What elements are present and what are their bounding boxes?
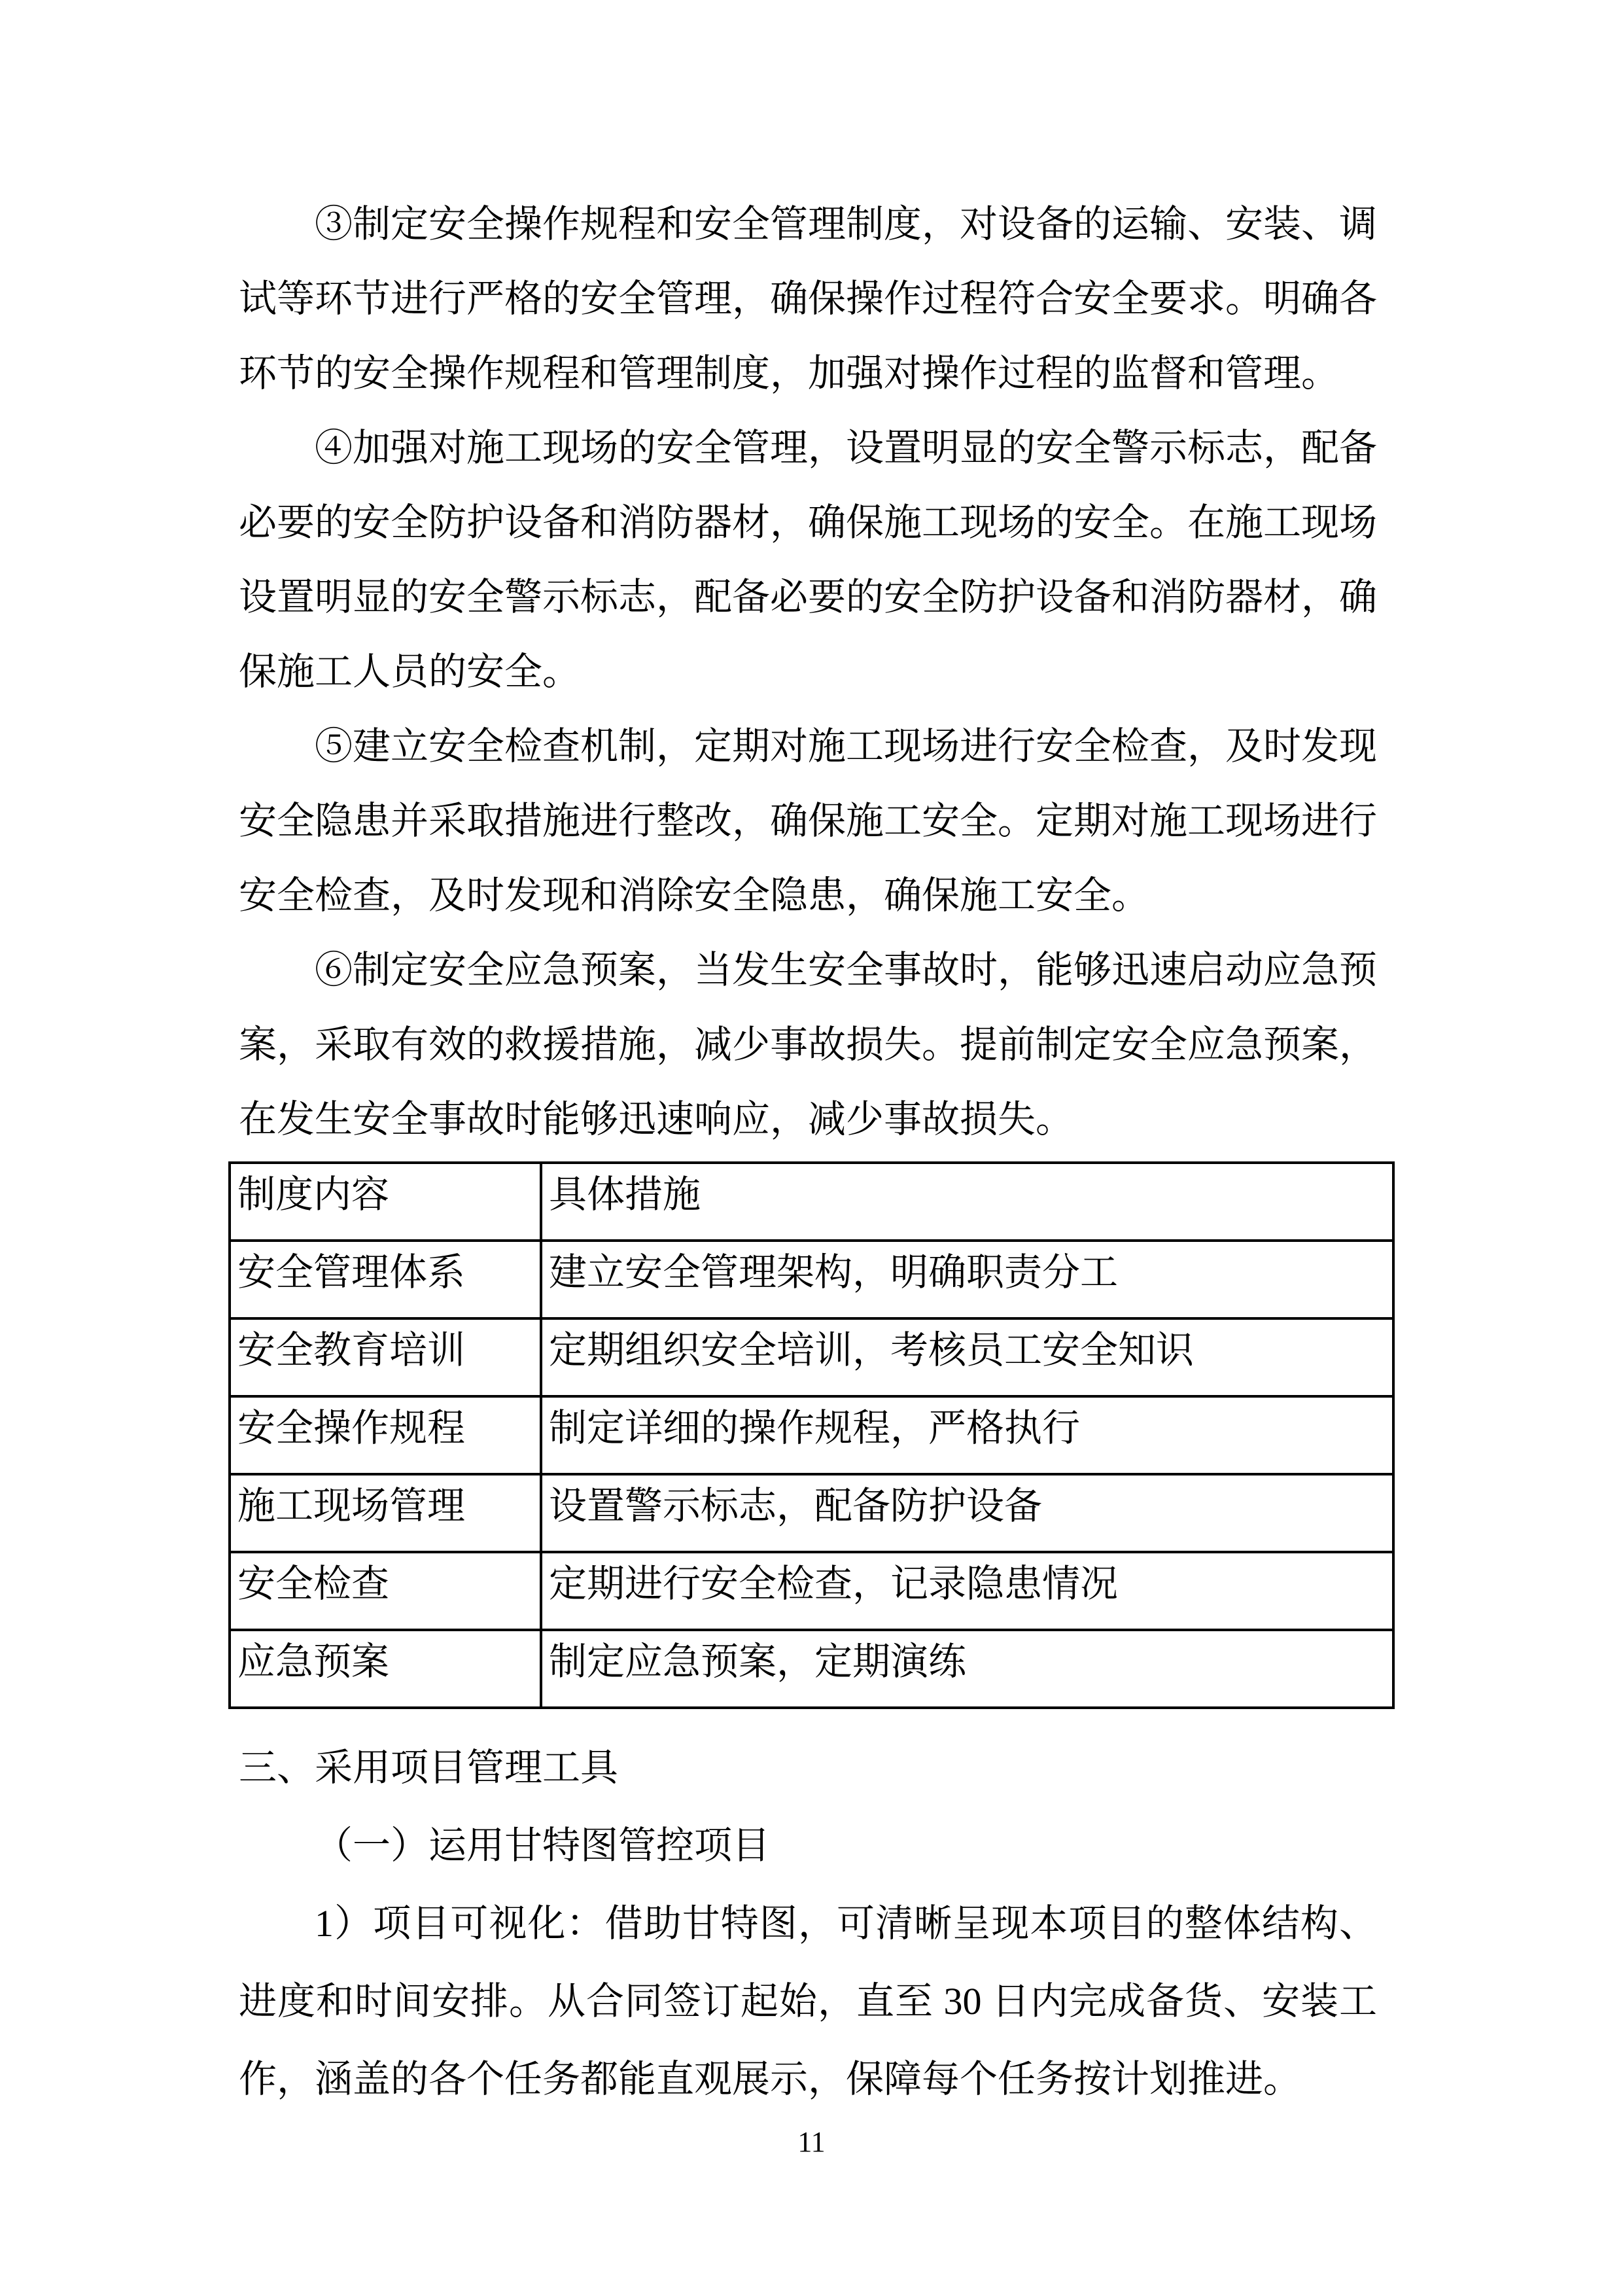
table-cell: 安全操作规程	[230, 1396, 541, 1474]
table-cell: 施工现场管理	[230, 1474, 541, 1552]
paragraph-emergency-plan: ⑥制定安全应急预案，当发生安全事故时，能够迅速启动应急预案，采取有效的救援措施，减少事故损失。提前制定安全应急预案，在发生安全事故时能够迅速响应，减少事故损失。	[239, 949, 1378, 1140]
subsection-heading-gantt-chart: （一）运用甘特图管控项目	[315, 1824, 771, 1867]
table-cell: 安全检查	[230, 1552, 541, 1630]
table-row	[230, 1552, 1393, 1630]
paragraph-project-visualization: 1）项目可视化：借助甘特图，可清晰呈现本项目的整体结构、进度和时间安排。从合同签订起始，直至 30 日内完成备货、安装工作，涵盖的各个任务都能直观展示，保障每个任务按计划推进。	[239, 1902, 1377, 2100]
page-content	[239, 187, 1377, 2118]
table-cell: 定期组织安全培训，考核员工安全知识	[541, 1318, 1393, 1396]
table-row	[230, 1630, 1393, 1708]
safety-measures-table	[228, 1161, 1395, 1709]
paragraph-safety-regulations: ③制定安全操作规程和安全管理制度，对设备的运输、安装、调试等环节进行严格的安全管理，确保操作过程符合安全要求。明确各环节的安全操作规程和管理制度，加强对操作过程的监督和管理。	[239, 203, 1378, 395]
table-cell: 安全教育培训	[230, 1318, 541, 1396]
table-header-system-content: 制度内容	[230, 1163, 541, 1241]
paragraph-site-management: ④加强对施工现场的安全管理，设置明显的安全警示标志，配备必要的安全防护设备和消防器材，确保施工现场的安全。在施工现场设置明显的安全警示标志，配备必要的安全防护设备和消防器材，确保施工人员的安全。	[239, 427, 1378, 693]
table-cell: 制定详细的操作规程，严格执行	[541, 1396, 1393, 1474]
table-row	[230, 1318, 1393, 1396]
table-row	[230, 1474, 1393, 1552]
table-cell: 设置警示标志，配备防护设备	[541, 1474, 1393, 1552]
table-cell: 建立安全管理架构，明确职责分工	[541, 1241, 1393, 1318]
table-cell: 制定应急预案，定期演练	[541, 1630, 1393, 1708]
table-cell: 应急预案	[230, 1630, 541, 1708]
table-header-row	[230, 1163, 1393, 1241]
section-heading-project-management-tools: 三、采用项目管理工具	[239, 1746, 619, 1789]
table-row	[230, 1241, 1393, 1318]
paragraph-safety-inspection: ⑤建立安全检查机制，定期对施工现场进行安全检查，及时发现安全隐患并采取措施进行整改，确保施工安全。定期对施工现场进行安全检查，及时发现和消除安全隐患，确保施工安全。	[239, 725, 1378, 917]
measures-table-body	[230, 1241, 1393, 1708]
table-cell: 定期进行安全检查，记录隐患情况	[541, 1552, 1393, 1630]
table-cell: 安全管理体系	[230, 1241, 541, 1318]
table-header-specific-measures: 具体措施	[541, 1163, 1393, 1241]
table-row	[230, 1396, 1393, 1474]
page-number: 11	[797, 2126, 826, 2158]
